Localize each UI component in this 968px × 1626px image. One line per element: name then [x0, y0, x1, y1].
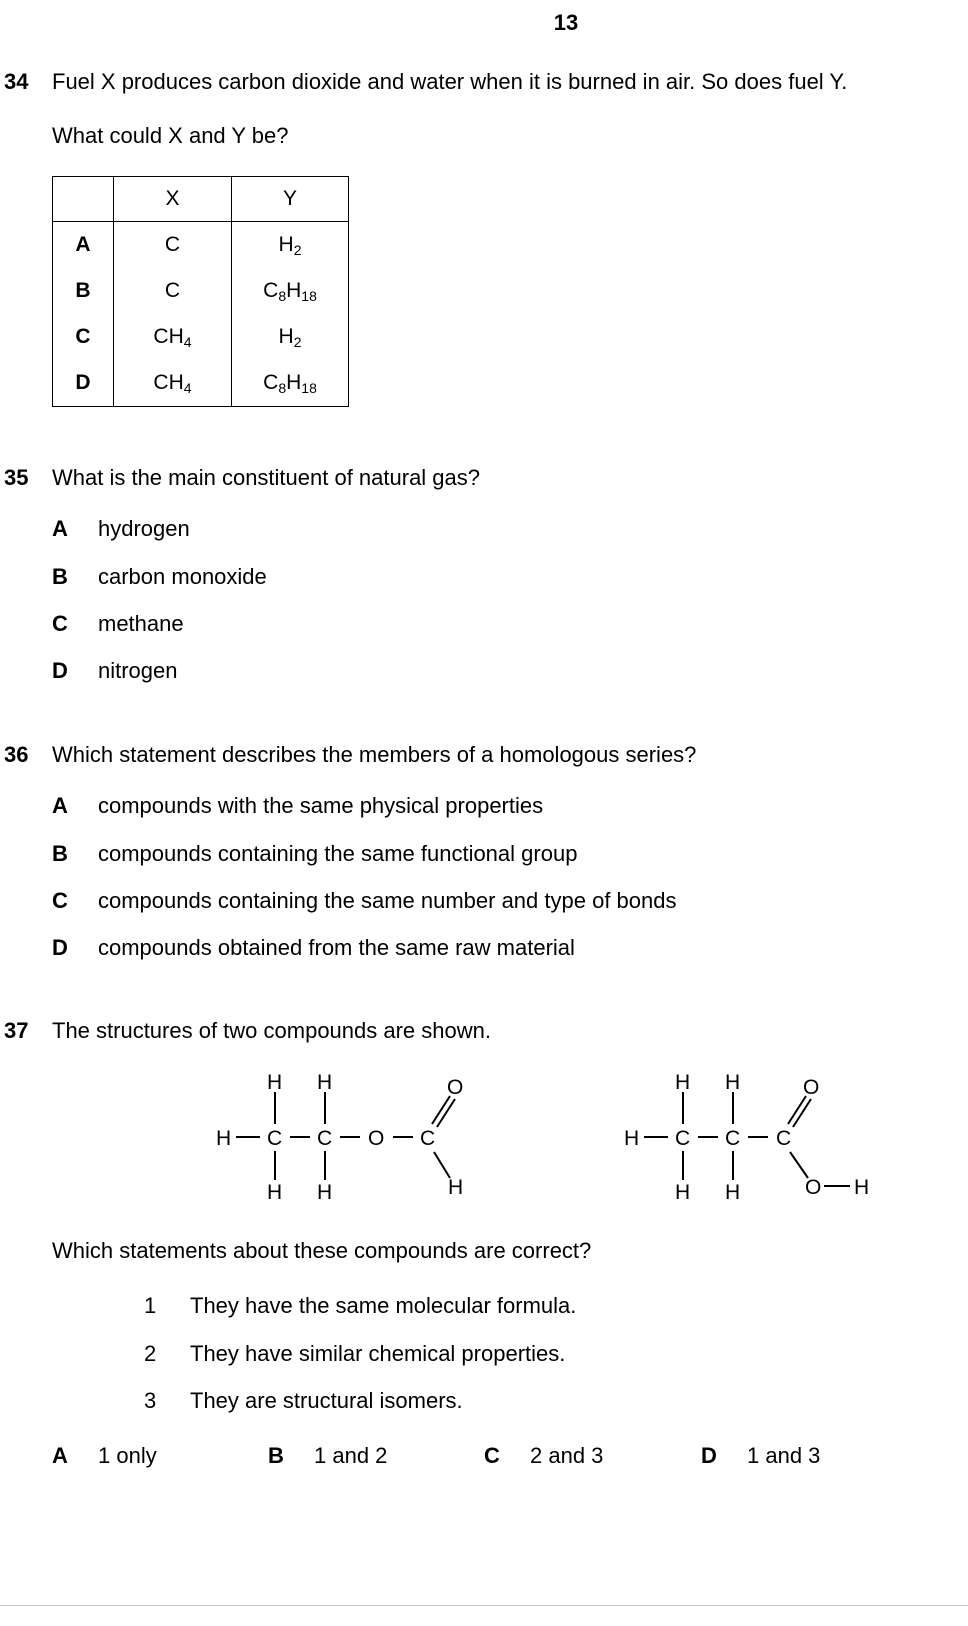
fuel-table: [52, 176, 349, 407]
formula-element: H: [286, 371, 302, 394]
atom-hydrogen: H: [216, 1127, 232, 1150]
atom-oxygen: O: [368, 1127, 385, 1150]
table-row: [53, 222, 349, 269]
question-36-text: Which statement describes the members of a homologous series?: [52, 742, 697, 767]
statement-text: They have similar chemical properties.: [190, 1341, 566, 1366]
atom-hydrogen: H: [267, 1181, 283, 1204]
atom-hydrogen: H: [267, 1071, 283, 1094]
atom-hydrogen: H: [675, 1181, 691, 1204]
formula-subscript: 4: [183, 380, 192, 396]
formula-subscript: 18: [301, 380, 317, 396]
table-row: [53, 268, 349, 314]
formula-subscript: 8: [278, 288, 287, 304]
cell-x: [114, 314, 232, 360]
statement-number: 1: [144, 1293, 157, 1318]
formula-subscript: 8: [278, 380, 287, 396]
atom-carbon: C: [725, 1127, 741, 1150]
statement-number: 3: [144, 1388, 157, 1413]
option-letter-d: D: [52, 935, 68, 960]
option-letter-b: B: [268, 1443, 284, 1468]
cell-x: [114, 360, 232, 407]
option-text-d: 1 and 3: [747, 1443, 821, 1468]
question-34-text: Fuel X produces carbon dioxide and water when it is burned in air. So does fuel Y.: [52, 69, 848, 94]
option-text-a: hydrogen: [98, 516, 190, 541]
table-header-x: X: [114, 177, 232, 222]
formula-element: CH: [153, 371, 184, 394]
cell-y: [232, 360, 349, 407]
row-letter: A: [53, 222, 114, 269]
page-number: 13: [553, 10, 579, 35]
row-letter: C: [53, 314, 114, 360]
cell-y: [232, 314, 349, 360]
option-text-b: compounds containing the same functional group: [98, 841, 578, 866]
atom-hydrogen: H: [317, 1071, 333, 1094]
atom-carbon: C: [420, 1127, 436, 1150]
table-header-row: [53, 177, 349, 222]
option-letter-b: B: [52, 841, 68, 866]
atom-hydrogen: H: [624, 1127, 640, 1150]
option-letter-a: A: [52, 793, 68, 818]
formula-element: H: [278, 325, 294, 348]
structure-ester: [210, 1065, 490, 1215]
page-bottom-rule: [0, 1605, 968, 1606]
atom-hydrogen: H: [317, 1181, 333, 1204]
formula-subscript: 18: [301, 288, 317, 304]
option-letter-d: D: [52, 658, 68, 683]
question-37-prompt: Which statements about these compounds are correct?: [52, 1238, 592, 1263]
formula-subscript: 2: [293, 242, 302, 258]
option-letter-d: D: [701, 1443, 717, 1468]
option-letter-a: A: [52, 1443, 68, 1468]
option-text-a: compounds with the same physical properties: [98, 793, 544, 818]
statement-text: They are structural isomers.: [190, 1388, 463, 1413]
option-text-c: methane: [98, 611, 184, 636]
question-number-36: 36: [4, 742, 29, 767]
table-corner-cell: [53, 177, 114, 222]
question-number-34: 34: [4, 69, 29, 94]
atom-carbon: C: [776, 1127, 792, 1150]
option-text-c: compounds containing the same number and type of bonds: [98, 888, 677, 913]
question-35-text: What is the main constituent of natural gas?: [52, 465, 481, 490]
cell-y: [232, 268, 349, 314]
cell-x: C: [114, 222, 232, 269]
row-letter: D: [53, 360, 114, 407]
formula-element: H: [278, 233, 294, 256]
option-text-b: carbon monoxide: [98, 564, 267, 589]
formula-element: C: [263, 371, 279, 394]
option-text-d: compounds obtained from the same raw material: [98, 935, 575, 960]
row-letter: B: [53, 268, 114, 314]
atom-hydrogen: H: [854, 1176, 870, 1199]
question-37-text: The structures of two compounds are shown.: [52, 1018, 491, 1043]
formula-subscript: 2: [293, 334, 302, 350]
cell-x: C: [114, 268, 232, 314]
option-letter-a: A: [52, 516, 68, 541]
structure-acid: [618, 1065, 908, 1215]
option-text-a: 1 only: [98, 1443, 157, 1468]
option-text-b: 1 and 2: [314, 1443, 388, 1468]
atom-oxygen: O: [447, 1076, 464, 1099]
option-text-c: 2 and 3: [530, 1443, 604, 1468]
statement-number: 2: [144, 1341, 157, 1366]
atom-hydrogen: H: [725, 1071, 741, 1094]
atom-carbon: C: [267, 1127, 283, 1150]
table-row: [53, 360, 349, 407]
formula-element: H: [286, 279, 302, 302]
atom-hydrogen: H: [725, 1181, 741, 1204]
statement-text: They have the same molecular formula.: [190, 1293, 577, 1318]
formula-subscript: 4: [183, 334, 192, 350]
atom-carbon: C: [317, 1127, 333, 1150]
cell-y: [232, 222, 349, 269]
atom-carbon: C: [675, 1127, 691, 1150]
formula-element: C: [263, 279, 279, 302]
table-row: [53, 314, 349, 360]
option-letter-c: C: [52, 611, 68, 636]
atom-oxygen: O: [803, 1076, 820, 1099]
option-text-d: nitrogen: [98, 658, 178, 683]
option-letter-b: B: [52, 564, 68, 589]
table-header-y: Y: [232, 177, 349, 222]
question-number-37: 37: [4, 1018, 29, 1043]
atom-hydrogen: H: [675, 1071, 691, 1094]
atom-oxygen: O: [805, 1176, 822, 1199]
formula-element: CH: [153, 325, 184, 348]
question-34-prompt: What could X and Y be?: [52, 123, 289, 148]
option-letter-c: C: [484, 1443, 500, 1468]
option-letter-c: C: [52, 888, 68, 913]
question-number-35: 35: [4, 465, 29, 490]
atom-hydrogen: H: [448, 1176, 464, 1199]
